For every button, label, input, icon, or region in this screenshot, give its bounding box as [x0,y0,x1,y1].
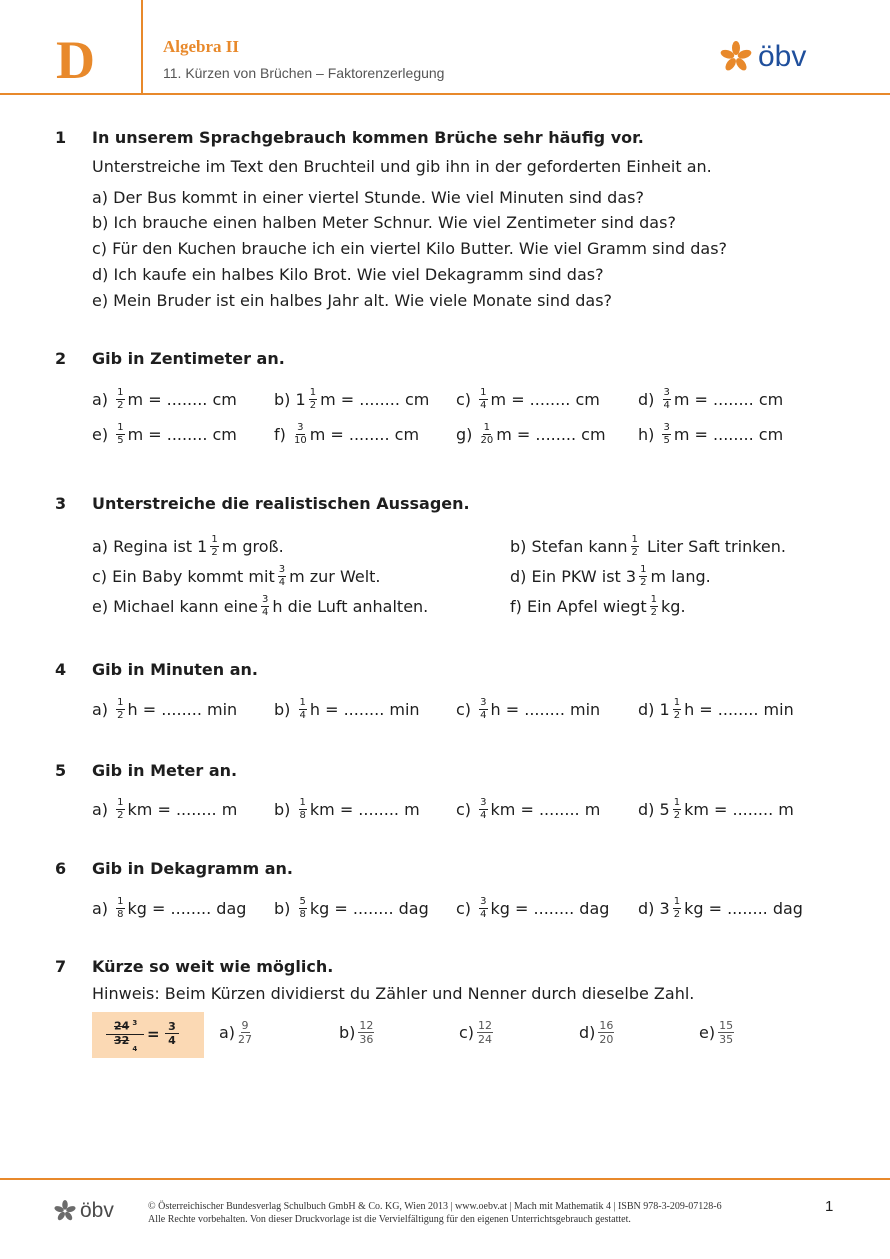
example-result: 3 4 [165,1020,179,1047]
fraction: $\frac{3}{10}$ [293,422,307,446]
fraction: $\frac{1}{2}$ [640,564,647,588]
footer-copyright: © Österreichischer Bundesverlag Schulbuch GmbH & Co. KG, Wien 2013 | www.oebv.at | Mach mit Mathematik 4 | ISBN 978-3-209-07128-6 Alle Rechte vorbehalten. Von dieser Druckvorlage ist die Vervielfältigung für den eigenen Unterrichtsgebrauch gestattet. [148,1201,722,1225]
example-box [92,1012,204,1058]
example-equals: = [147,1025,160,1043]
task-3-item-f: f) Ein Apfel wiegt $\frac{1}{2}$ kg. [510,594,686,618]
task-7-heading: Kürze so weit wie möglich. [92,957,334,976]
task-4-item-b: b) $\frac{1}{4}$ h = ........ min [274,697,420,721]
fraction: $\frac{9}{27}$ [238,1019,253,1046]
task-7-item-c: c) $\frac{12}{24}$ [459,1019,493,1046]
task-2-item-b: b) 1 $\frac{1}{2}$ m = ........ cm [274,387,430,411]
example-numerator: 24 $^3$ [114,1019,138,1033]
task-6-item-a: a) $\frac{1}{8}$ kg = ........ dag [92,896,247,920]
task-2-item-e: e) $\frac{1}{5}$ m = ........ cm [92,422,237,446]
task-7-item-a: a) $\frac{9}{27}$ [219,1019,253,1046]
fraction: $\frac{12}{24}$ [478,1019,493,1046]
fraction: $\frac{3}{5}$ [663,422,670,446]
fraction: $\frac{1}{2}$ [117,387,124,411]
header-divider-horizontal [0,93,890,95]
task-2-number: 2 [55,349,67,368]
fraction: $\frac{3}{4}$ [663,387,670,411]
fraction: $\frac{5}{8}$ [299,896,306,920]
fraction: $\frac{1}{2}$ [309,387,317,411]
fraction: $\frac{1}{8}$ [117,896,124,920]
task-2-item-f: f) $\frac{3}{10}$ m = ........ cm [274,422,420,446]
task-6-number: 6 [55,859,67,878]
task-5-item-c: c) $\frac{3}{4}$ km = ........ m [456,797,601,821]
fraction: $\frac{1}{20}$ [480,422,494,446]
fraction: $\frac{3}{4}$ [278,564,286,588]
header-divider-vertical [141,0,143,94]
fraction: $\frac{1}{4}$ [480,387,487,411]
task-1-heading: In unserem Sprachgebrauch kommen Brüche sehr häufig vor. [92,128,644,147]
task-3-item-e: e) Michael kann eine $\frac{3}{4}$ h die Luft anhalten. [92,594,429,618]
task-1-number: 1 [55,128,67,147]
task-1-intro: Unterstreiche im Text den Bruchteil und gib ihn in der geforderten Einheit an. [92,157,712,176]
task-7-item-e: e) $\frac{15}{35}$ [699,1019,734,1046]
fraction: $\frac{1}{2}$ [650,594,658,618]
fraction: $\frac{3}{4}$ [480,896,487,920]
fraction: $\frac{1}{2}$ [117,797,124,821]
task-2-item-d: d) $\frac{3}{4}$ m = ........ cm [638,387,784,411]
fraction: $\frac{15}{35}$ [719,1019,734,1046]
task-3-number: 3 [55,494,67,513]
task-2-item-a: a) $\frac{1}{2}$ m = ........ cm [92,387,237,411]
task-6-item-d: d) 3 $\frac{1}{2}$ kg = ........ dag [638,896,803,920]
task-6-item-c: c) $\frac{3}{4}$ kg = ........ dag [456,896,610,920]
task-2-item-g: g) $\frac{1}{20}$ m = ........ cm [456,422,606,446]
fraction: $\frac{3}{4}$ [480,697,487,721]
task-4-item-a: a) $\frac{1}{2}$ h = ........ min [92,697,238,721]
task-5-heading: Gib in Meter an. [92,761,238,780]
publisher-logo [720,40,806,74]
task-1-item: e) Mein Bruder ist ein halbes Jahr alt. Wie viele Monate sind das? [92,291,613,310]
page-subtitle: 11. Kürzen von Brüchen – Faktorenzerlegung [163,65,445,81]
task-4-heading: Gib in Minuten an. [92,660,258,679]
asterisk-flower-icon [54,1200,76,1222]
task-7-number: 7 [55,957,67,976]
task-3-item-a: a) Regina ist 1 $\frac{1}{2}$ m groß. [92,534,284,558]
fraction: $\frac{1}{2}$ [673,697,681,721]
example-denominator: $32_4$ [114,1034,138,1054]
task-5-item-a: a) $\frac{1}{2}$ km = ........ m [92,797,238,821]
footer-logo-text: öbv [80,1199,114,1222]
page-number: 1 [825,1198,834,1215]
section-letter: D [56,30,95,90]
fraction: $\frac{1}{8}$ [299,797,306,821]
fraction: $\frac{16}{20}$ [599,1019,614,1046]
logo-text: öbv [758,40,807,73]
task-6-item-b: b) $\frac{5}{8}$ kg = ........ dag [274,896,429,920]
fraction: $\frac{3}{4}$ [261,594,269,618]
fraction: $\frac{1}{5}$ [117,422,124,446]
task-3-item-b: b) Stefan kann $\frac{1}{2}$ Liter Saft trinken. [510,534,786,558]
footer-divider [0,1178,890,1180]
task-7-item-b: b) $\frac{12}{36}$ [339,1019,374,1046]
task-3-heading: Unterstreiche die realistischen Aussagen. [92,494,470,513]
task-6-heading: Gib in Dekagramm an. [92,859,293,878]
task-4-item-d: d) 1 $\frac{1}{2}$ h = ........ min [638,697,794,721]
fraction: $\frac{1}{2}$ [673,896,681,920]
task-4-number: 4 [55,660,67,679]
task-7-item-d: d) $\frac{16}{20}$ [579,1019,614,1046]
task-1-item: b) Ich brauche einen halben Meter Schnur. Wie viel Zentimeter sind das? [92,213,676,232]
fraction: $\frac{1}{2}$ [117,697,124,721]
task-2-item-c: c) $\frac{1}{4}$ m = ........ cm [456,387,600,411]
fraction: $\frac{1}{4}$ [299,697,306,721]
task-2-heading: Gib in Zentimeter an. [92,349,285,368]
asterisk-flower-icon [720,41,752,73]
fraction: $\frac{1}{2}$ [631,534,638,558]
task-1-item: d) Ich kaufe ein halbes Kilo Brot. Wie viel Dekagramm sind das? [92,265,604,284]
task-1-item: c) Für den Kuchen brauche ich ein viertel Kilo Butter. Wie viel Gramm sind das? [92,239,728,258]
task-1-item: a) Der Bus kommt in einer viertel Stunde. Wie viel Minuten sind das? [92,188,644,207]
fraction: $\frac{3}{4}$ [480,797,487,821]
task-3-item-c: c) Ein Baby kommt mit $\frac{3}{4}$ m zur Welt. [92,564,381,588]
fraction: $\frac{1}{2}$ [673,797,681,821]
footer-logo [54,1199,114,1223]
task-5-number: 5 [55,761,67,780]
task-3-item-d: d) Ein PKW ist 3 $\frac{1}{2}$ m lang. [510,564,711,588]
task-5-item-b: b) $\frac{1}{8}$ km = ........ m [274,797,420,821]
task-4-item-c: c) $\frac{3}{4}$ h = ........ min [456,697,601,721]
fraction: $\frac{1}{2}$ [211,534,218,558]
page-title: Algebra II [163,37,240,56]
task-5-item-d: d) 5 $\frac{1}{2}$ km = ........ m [638,797,794,821]
task-2-item-h: h) $\frac{3}{5}$ m = ........ cm [638,422,784,446]
task-7-hint: Hinweis: Beim Kürzen dividierst du Zähler und Nenner durch dieselbe Zahl. [92,984,695,1003]
fraction: $\frac{12}{36}$ [359,1019,374,1046]
